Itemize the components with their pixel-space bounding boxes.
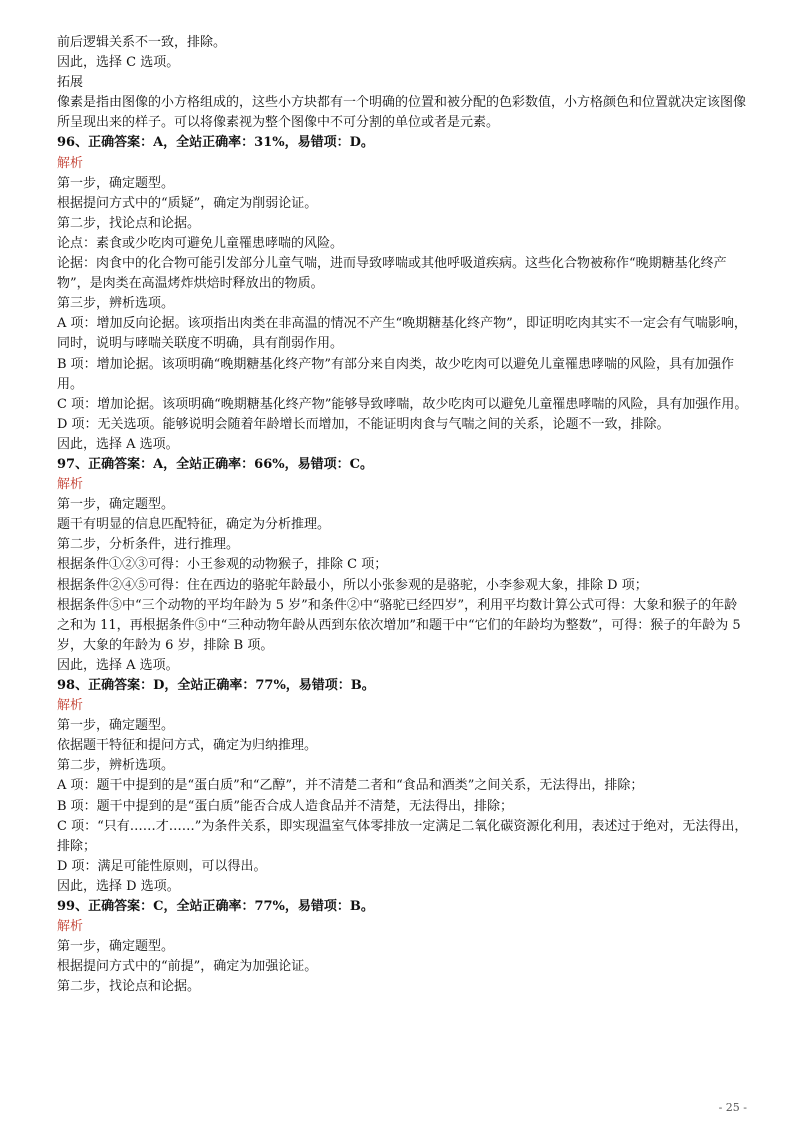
text-line: 拓展 [57,75,84,91]
text-line: 因此，选择 C 选项。 [57,55,180,71]
text-line: 根据条件①②③可得：小王参观的动物猴子，排除 C 项； [57,557,388,573]
text-line: 第二步，找论点和论据。 [57,979,201,995]
text-line: 第一步，确定题型。 [57,175,175,191]
analysis-heading: 解析 [57,919,84,935]
paragraph: 根据条件⑤中“三个动物的平均年龄为 5 岁”和条件②中“骆驼已经四岁”，利用平均数计算公式可得：大象和猴子的年龄之和为 11，再根据条件⑤中“三种动物年龄从西到东依次增加”和题干中“它们的年龄均为整数”，可得：猴子的年龄为 5 岁，大象的年龄为 6 岁，排除 B 项。 [57,597,741,653]
text-line: 第三步，辨析选项。 [57,296,175,312]
text-line: 第一步，确定题型。 [57,497,175,513]
text-line: D 项：满足可能性原则，可以得出。 [57,858,267,874]
text-line: B 项：题干中提到的是“蛋白质”能否合成人造食品并不清楚，无法得出，排除； [57,798,513,814]
text-line: 因此，选择 D 选项。 [57,878,180,894]
text-line: 根据提问方式中的“前提”，确定为加强论证。 [57,959,318,975]
paragraph: A 项：增加反向论据。该项指出肉类在非高温的情况不产生“晚期糖基化终产物”，即证明吃肉其实不一定会有气喘影响，同时，说明与哮喘关联度不明确，具有削弱作用。 [57,316,747,352]
paragraph: C 项：增加论据。该项明确“晚期糖基化终产物”能够导致哮喘，故少吃肉可以避免儿童罹患哮喘的风险，具有加强作用。 [57,396,748,412]
paragraph: C 项：“只有……才……”为条件关系，即实现温室气体零排放一定满足二氧化碳资源化利用，表述过于绝对，无法得出，排除； [57,818,748,854]
text-line: 第二步，分析条件，进行推理。 [57,537,240,553]
text-line: A 项：题干中提到的是“蛋白质”和“乙醇”，并不清楚二者和“食品和酒类”之间关系，无法得出，排除； [57,778,644,794]
text-line: 第二步，找论点和论据。 [57,215,201,231]
text-line: 题干有明显的信息匹配特征，确定为分析推理。 [57,517,331,533]
text-line: 前后逻辑关系不一致，排除。 [57,35,227,50]
text-line: 根据提问方式中的“质疑”，确定为削弱论证。 [57,195,318,211]
text-line: 因此，选择 A 选项。 [57,657,179,673]
page-body [57,33,750,998]
analysis-heading: 解析 [57,155,84,171]
answer-heading: 98、正确答案：D，全站正确率：77%，易错项：B。 [57,678,375,693]
answer-heading: 99、正确答案：C，全站正确率：77%，易错项：B。 [57,899,374,915]
analysis-heading: 解析 [57,698,84,714]
paragraph: 像素是指由图像的小方格组成的，这些小方块都有一个明确的位置和被分配的色彩数值，小方格颜色和位置就决定该图像所呈现出来的样子。可以将像素视为整个图像中不可分割的单位或者是元素。 [57,95,747,131]
paragraph: B 项：增加论据。该项明确“晚期糖基化终产物”有部分来自肉类，故少吃肉可以避免儿童罹患哮喘的风险，具有加强作用。 [57,356,734,392]
text-line: 第二步，辨析选项。 [57,758,175,774]
text-line: 依据题干特征和提问方式，确定为归纳推理。 [57,738,318,754]
paragraph: 论据：肉食中的化合物可能引发部分儿童气喘，进而导致哮喘或其他呼吸道疾病。这些化合物被称作“晚期糖基化终产物”，是肉类在高温烤炸烘焙时释放出的物质。 [57,256,727,292]
analysis-heading: 解析 [57,477,84,493]
answer-heading: 97、正确答案：A，全站正确率：66%，易错项：C。 [57,456,373,472]
text-line: 第一步，确定题型。 [57,718,175,734]
text-line: 论点：素食或少吃肉可避免儿童罹患哮喘的风险。 [57,235,344,251]
text-line: 根据条件②④⑤可得：住在西边的骆驼年龄最小，所以小张参观的是骆驼，小李参观大象，排除 D 项； [57,577,648,593]
text-line: D 项：无关选项。能够说明会随着年龄增长而增加，不能证明肉食与气喘之间的关系，论题不一致，排除。 [57,416,670,432]
text-line: 因此，选择 A 选项。 [57,436,179,452]
answer-heading: 96、正确答案：A，全站正确率：31%，易错项：D。 [57,135,374,151]
page-number: - 25 - [718,1101,747,1114]
text-line: 第一步，确定题型。 [57,939,175,955]
